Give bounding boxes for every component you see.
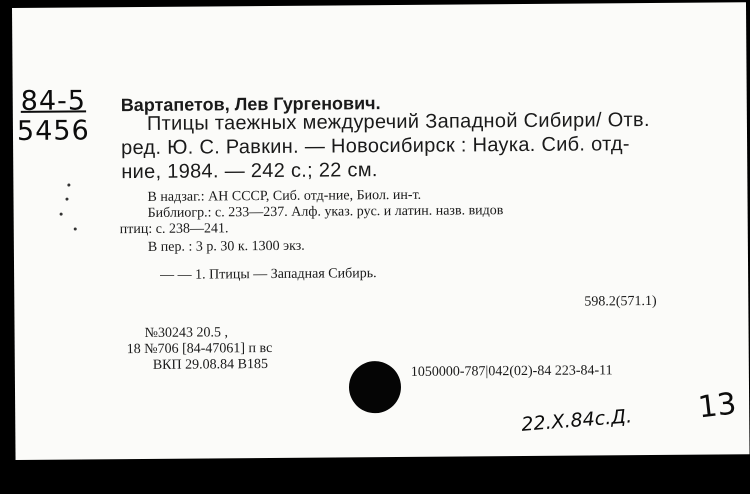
note-price: В пер. : 3 р. 30 к. 1300 экз. [147, 238, 305, 255]
note-bibliography: Библиогр.: с. 233—237. Алф. указ. рус. и латин. назв. видов [147, 203, 504, 221]
handwritten-date-note: 22.X.84с.Д. [520, 405, 633, 436]
title-line-2: ред. Ю. С. Равкин. — Новосибирск : Наука. Сиб. отд- [121, 133, 630, 160]
catalog-card [12, 2, 750, 460]
catalog-code: 1050000-787|042(02)-84 223-84-11 [410, 363, 613, 380]
note-index: птиц: с. 238—241. [119, 221, 229, 238]
handwritten-number: 13 [696, 386, 739, 426]
punch-hole [349, 361, 401, 413]
vkp-stamp: ВКП 29.08.84 B185 [152, 357, 268, 373]
order-number: 18 №706 [84-47061] п вс [126, 340, 273, 358]
classification-code: 598.2(571.1) [584, 293, 657, 310]
ink-speck [67, 184, 70, 187]
author: Вартапетов, Лев Гургенович. [120, 93, 381, 116]
subject-heading: — — 1. Птицы — Западная Сибирь. [160, 266, 377, 283]
title-line-1: Птицы таежных междуречий Западной Сибири/ Отв. [146, 108, 650, 135]
ink-speck [60, 213, 63, 216]
shelfmark-line2: 5456 [16, 115, 90, 147]
note-sponsor: В надзаг.: АН СССР, Сиб. отд-ние, Биол. ин-т. [147, 187, 422, 205]
ink-speck [65, 198, 68, 201]
shelfmark-line1: 84-5 [20, 85, 87, 117]
ink-speck [74, 227, 77, 230]
title-line-3: ние, 1984. — 242 с.; 22 см. [121, 159, 378, 184]
registration-number: №30243 20.5 , [144, 325, 228, 341]
